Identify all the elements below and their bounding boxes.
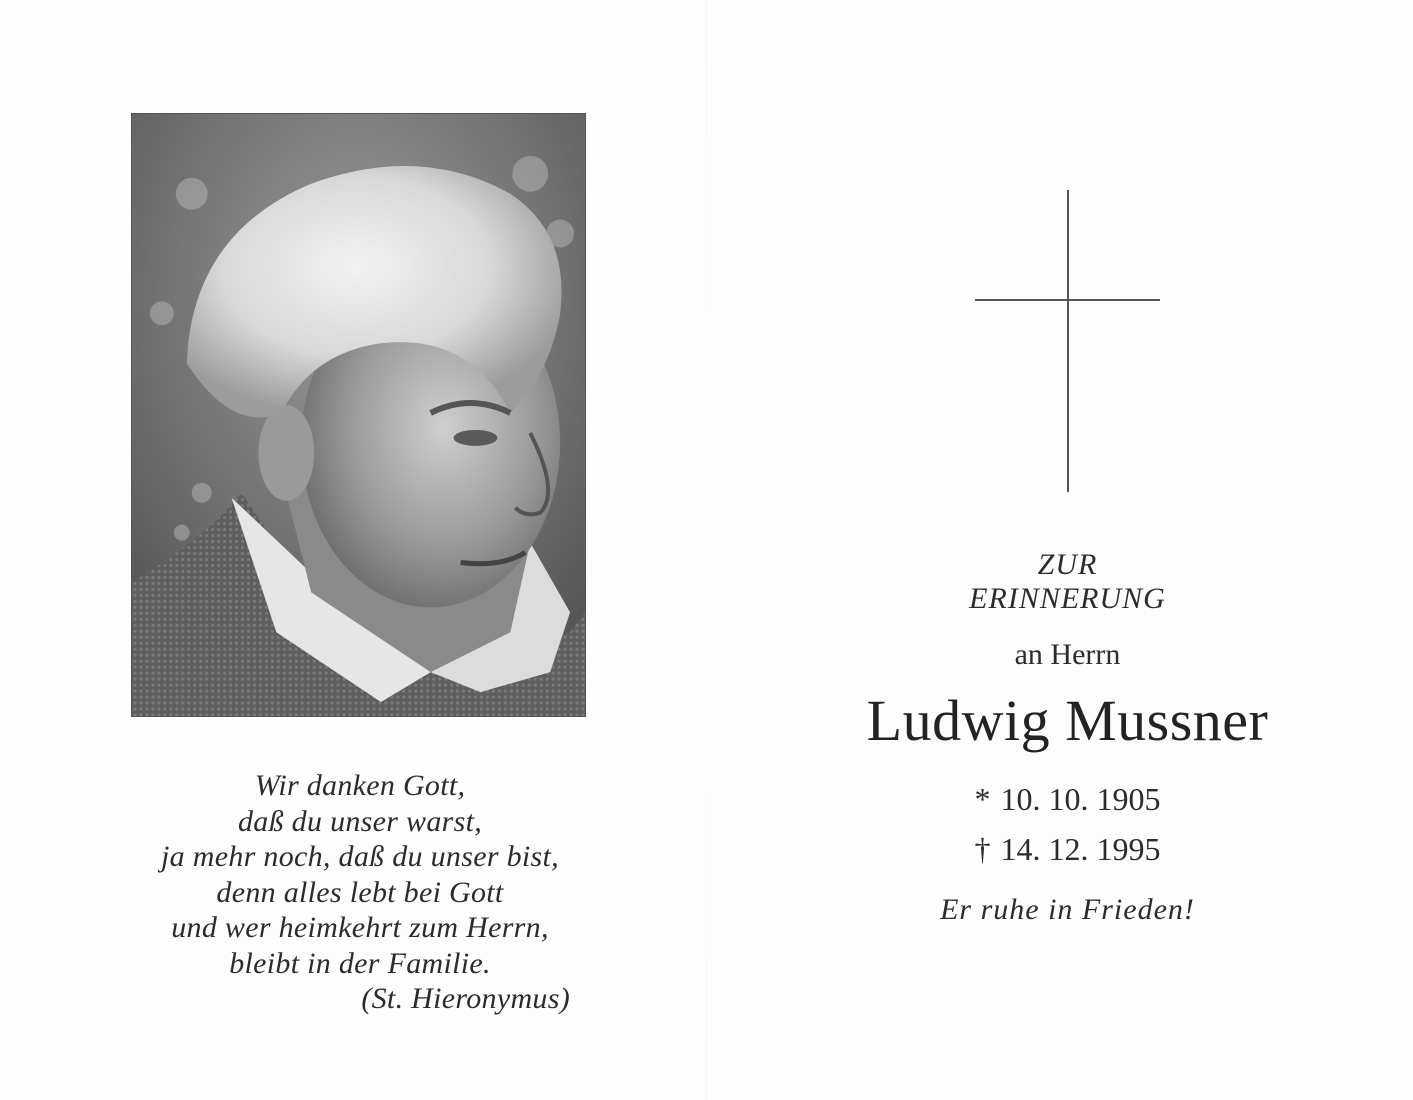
cross-vertical-bar bbox=[1067, 190, 1069, 492]
cross-horizontal-bar bbox=[975, 299, 1160, 301]
cross-icon bbox=[975, 190, 1160, 492]
closing-blessing: Er ruhe in Frieden! bbox=[940, 893, 1195, 926]
birth-date-row bbox=[800, 774, 1335, 824]
death-date: 14. 12. 1995 bbox=[1000, 831, 1161, 867]
quote-line: daß du unser warst, bbox=[237, 804, 483, 838]
quote-source: (St. Hieronymus) bbox=[361, 982, 570, 1015]
death-symbol: † bbox=[974, 831, 991, 867]
birth-symbol: * bbox=[974, 781, 991, 817]
memory-heading bbox=[800, 548, 1335, 616]
memorial-text bbox=[800, 548, 1335, 928]
portrait-image bbox=[132, 114, 585, 716]
life-dates bbox=[800, 774, 1335, 874]
memorial-quote bbox=[120, 768, 600, 1017]
quote-line: bleibt in der Familie. bbox=[229, 946, 491, 980]
deceased-name: Ludwig Mussner bbox=[866, 688, 1269, 753]
portrait-photo bbox=[131, 113, 586, 717]
quote-line: ja mehr noch, daß du unser bist, bbox=[161, 840, 559, 873]
quote-line: und wer heimkehrt zum Herrn, bbox=[171, 911, 549, 944]
card-fold bbox=[706, 0, 707, 1100]
birth-date: 10. 10. 1905 bbox=[1000, 781, 1161, 817]
memory-line-2: ERINNERUNG bbox=[969, 582, 1166, 615]
memory-line-1: ZUR bbox=[1037, 548, 1098, 581]
quote-line: denn alles lebt bei Gott bbox=[216, 875, 504, 909]
salutation: an Herrn bbox=[1014, 638, 1121, 671]
death-date-row bbox=[800, 824, 1335, 874]
quote-line: Wir danken Gott, bbox=[254, 769, 466, 802]
